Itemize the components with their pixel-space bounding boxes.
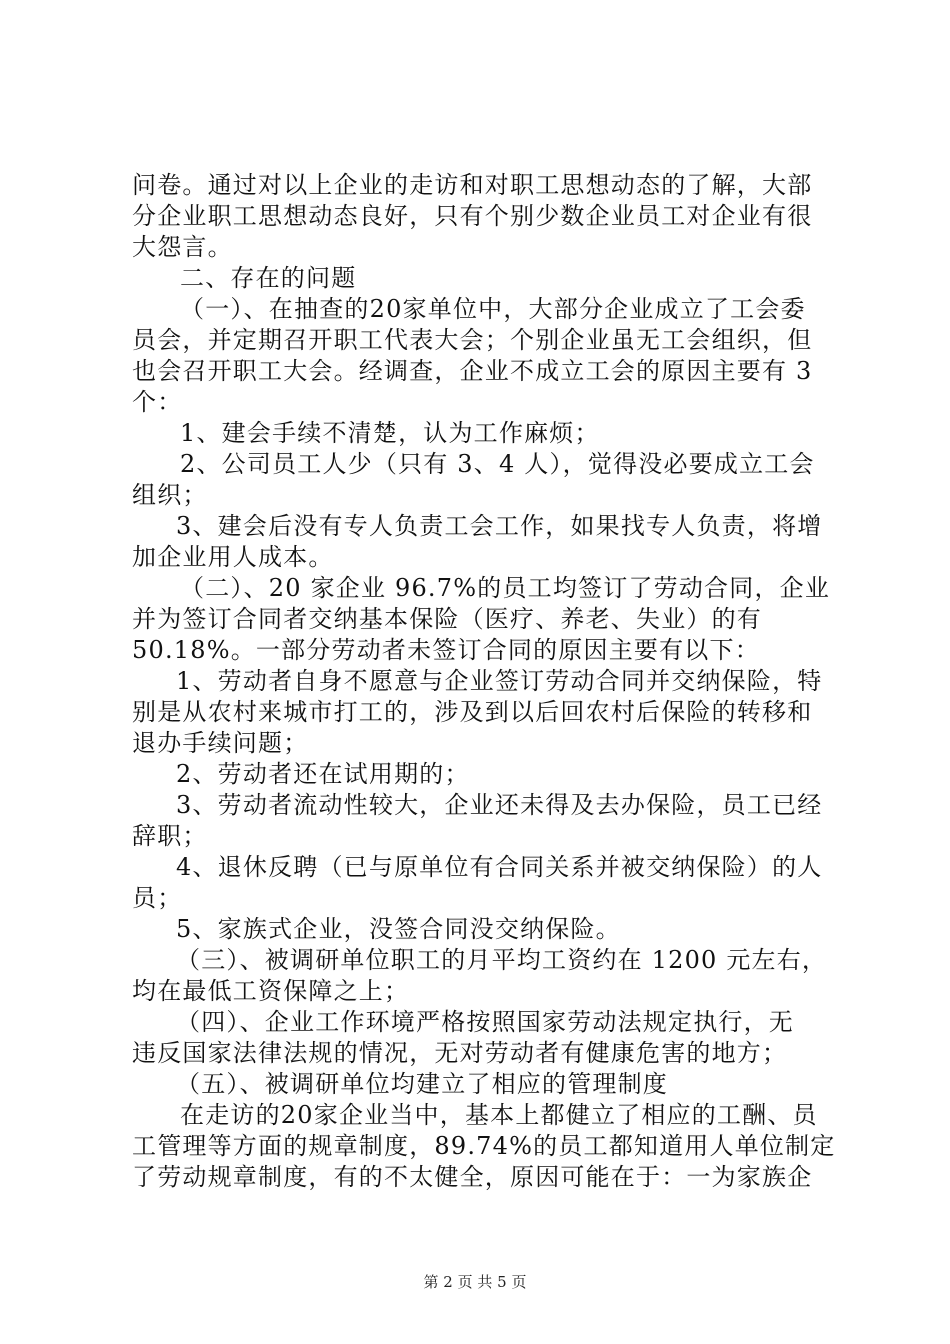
text-line: 在走访的20家企业当中，基本上都健立了相应的工酬、员 xyxy=(180,1101,818,1129)
text-line: 4、退休反聘（已与原单位有合同关系并被交纳保险）的人 xyxy=(176,853,823,881)
text-line: 问卷。通过对以上企业的走访和对职工思想动态的了解，大部 xyxy=(132,171,813,199)
text-line: 大怨言。 xyxy=(132,233,233,261)
text-line: 别是从农村来城市打工的，涉及到以后回农村后保险的转移和 xyxy=(132,698,813,726)
text-line: （三）、被调研单位职工的月平均工资约在 1200 元左右， xyxy=(176,946,828,974)
text-line: （二）、20 家企业 96.7%的员工均签订了劳动合同，企业 xyxy=(180,574,831,602)
text-line: 50.18%。一部分劳动者未签订合同的原因主要有以下： xyxy=(132,636,760,664)
text-line: 退办手续问题； xyxy=(132,729,309,757)
text-line: 加企业用人成本。 xyxy=(132,543,334,571)
text-line: 辞职； xyxy=(132,822,208,850)
text-line: 员会，并定期召开职工代表大会；个别企业虽无工会组织，但 xyxy=(132,326,813,354)
text-line: 并为签订合同者交纳基本保险（医疗、养老、失业）的有 xyxy=(132,605,762,633)
text-line: 员； xyxy=(132,884,183,912)
text-line: 5、家族式企业，没签合同没交纳保险。 xyxy=(176,915,621,943)
text-line: 2、劳动者还在试用期的； xyxy=(176,760,470,788)
text-line: 1、劳动者自身不愿意与企业签订劳动合同并交纳保险，特 xyxy=(176,667,823,695)
text-line: 分企业职工思想动态良好，只有个别少数企业员工对企业有很 xyxy=(132,202,813,230)
document-body xyxy=(132,170,836,1193)
text-line: （一）、在抽查的20家单位中，大部分企业成立了工会委 xyxy=(180,295,806,323)
text-line: 工管理等方面的规章制度，89.74%的员工都知道用人单位制定 xyxy=(132,1132,836,1160)
text-line: 也会召开职工大会。经调查，企业不成立工会的原因主要有 3 xyxy=(132,357,813,385)
text-line: 个： xyxy=(132,388,183,416)
text-line: 了劳动规章制度，有的不太健全，原因可能在于：一为家族企 xyxy=(132,1163,813,1191)
text-line: （四）、企业工作环境严格按照国家劳动法规定执行，无 xyxy=(176,1008,794,1036)
text-line: 1、建会手续不清楚，认为工作麻烦； xyxy=(180,419,600,447)
text-line: （五）、被调研单位均建立了相应的管理制度 xyxy=(176,1070,668,1098)
text-line: 二、存在的问题 xyxy=(180,264,357,292)
text-line: 2、公司员工人少（只有 3、4 人），觉得没必要成立工会 xyxy=(180,450,815,478)
page-footer xyxy=(0,1272,950,1292)
page-number-label: 第 2 页 共 5 页 xyxy=(423,1273,527,1291)
text-line: 3、劳动者流动性较大，企业还未得及去办保险，员工已经 xyxy=(176,791,823,819)
text-line: 组织； xyxy=(132,481,208,509)
text-line: 3、建会后没有专人负责工会工作，如果找专人负责，将增 xyxy=(176,512,823,540)
text-line: 均在最低工资保障之上； xyxy=(132,977,410,1005)
text-line: 违反国家法律法规的情况，无对劳动者有健康危害的地方； xyxy=(132,1039,788,1067)
